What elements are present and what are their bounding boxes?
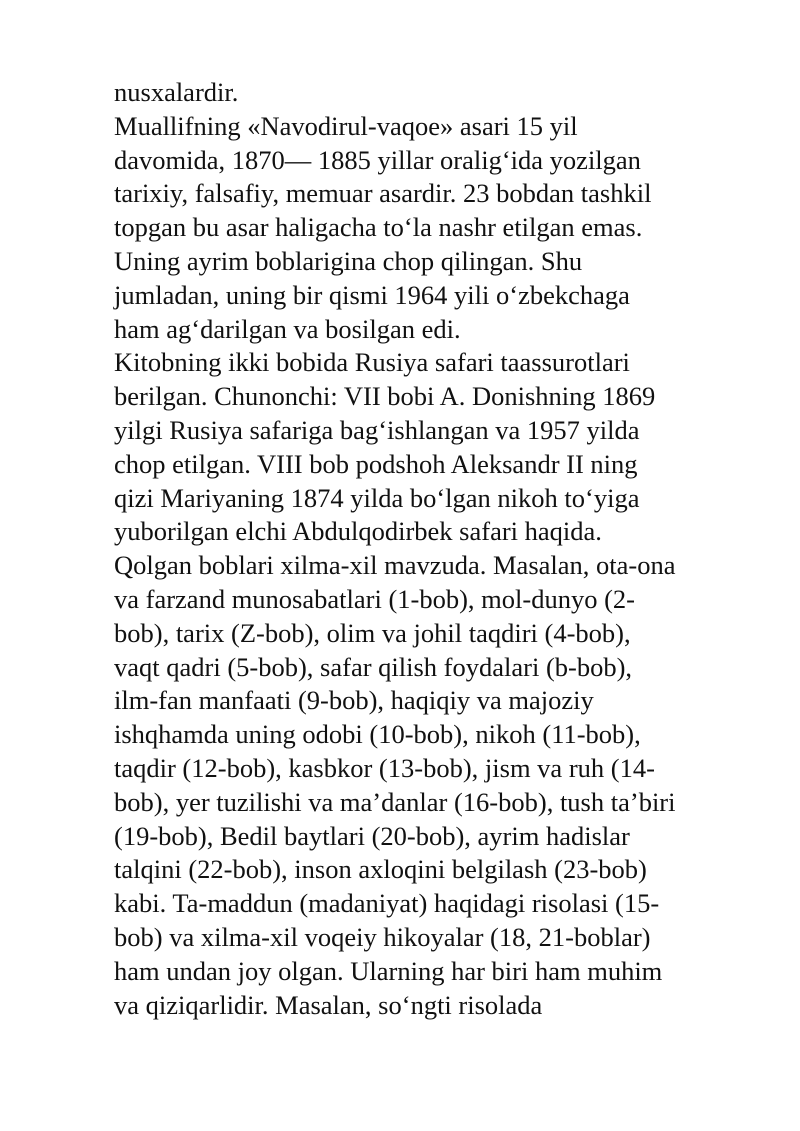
- text-line: taqdir (12-bob), kasbkor (13-bob), jism va ruh (14-: [114, 752, 655, 783]
- text-line: (19-bob), Bedil baytlari (20-bob), ayrim hadislar: [114, 820, 630, 851]
- text-line: chop etilgan. VIII bob podshoh Aleksandr II ning: [114, 448, 638, 479]
- text-line: va qiziqarlidir. Masalan, so‘ngti risolada: [114, 989, 543, 1020]
- body-text: [114, 76, 754, 1022]
- text-line: bob), tarix (Z-bob), olim va johil taqdiri (4-bob),: [114, 617, 631, 648]
- text-line: davomida, 1870— 1885 yillar oralig‘ida yozilgan: [114, 144, 641, 175]
- text-line: yilgi Rusiya safariga bag‘ishlangan va 1957 yilda: [114, 414, 640, 445]
- text-line: Muallifning «Navodirul-vaqoe» asari 15 yil: [114, 110, 578, 141]
- text-line: bob) va xilma-xil voqeiy hikoyalar (18, 21-boblar): [114, 921, 651, 952]
- text-line: tarixiy, falsafiy, memuar asardir. 23 bobdan tashkil: [114, 178, 652, 209]
- text-line: ilm-fan manfaati (9-bob), haqiqiy va majoziy: [114, 685, 594, 716]
- text-line: Kitobning ikki bobida Rusiya safari taassurotlari: [114, 347, 630, 378]
- text-line: yuborilgan elchi Abdulqodirbek safari haqida.: [114, 516, 602, 547]
- text-line: Qolgan boblari xilma-xil mavzuda. Masalan, ota-ona: [114, 550, 676, 581]
- text-line: talqini (22-bob), inson axloqini belgilash (23-bob): [114, 854, 647, 885]
- text-line: ishqhamda uning odobi (10-bob), nikoh (11-bob),: [114, 719, 641, 750]
- text-line: nusxalardir.: [114, 77, 239, 107]
- text-line: va farzand munosabatlari (1-bob), mol-dunyo (2-: [114, 583, 635, 614]
- text-line: vaqt qadri (5-bob), safar qilish foydalari (b-bob),: [114, 651, 633, 682]
- text-line: qizi Mariyaning 1874 yilda bo‘lgan nikoh to‘yiga: [114, 482, 640, 513]
- text-line: bob), yer tuzilishi va ma’danlar (16-bob), tush ta’biri: [114, 786, 676, 817]
- text-line: ham ag‘darilgan va bosilgan edi.: [114, 313, 461, 344]
- text-line: kabi. Ta-maddun (madaniyat) haqidagi risolasi (15-: [114, 888, 660, 919]
- text-line: ham undan joy olgan. Ularning har biri ham muhim: [114, 955, 663, 986]
- text-line: jumladan, uning bir qismi 1964 yili o‘zbekchaga: [114, 279, 630, 310]
- text-line: topgan bu asar haligacha to‘la nashr etilgan emas.: [114, 212, 643, 243]
- text-line: berilgan. Chunonchi: VII bobi A. Donishning 1869: [114, 381, 656, 412]
- text-line: Uning ayrim boblarigina chop qilingan. Shu: [114, 245, 583, 276]
